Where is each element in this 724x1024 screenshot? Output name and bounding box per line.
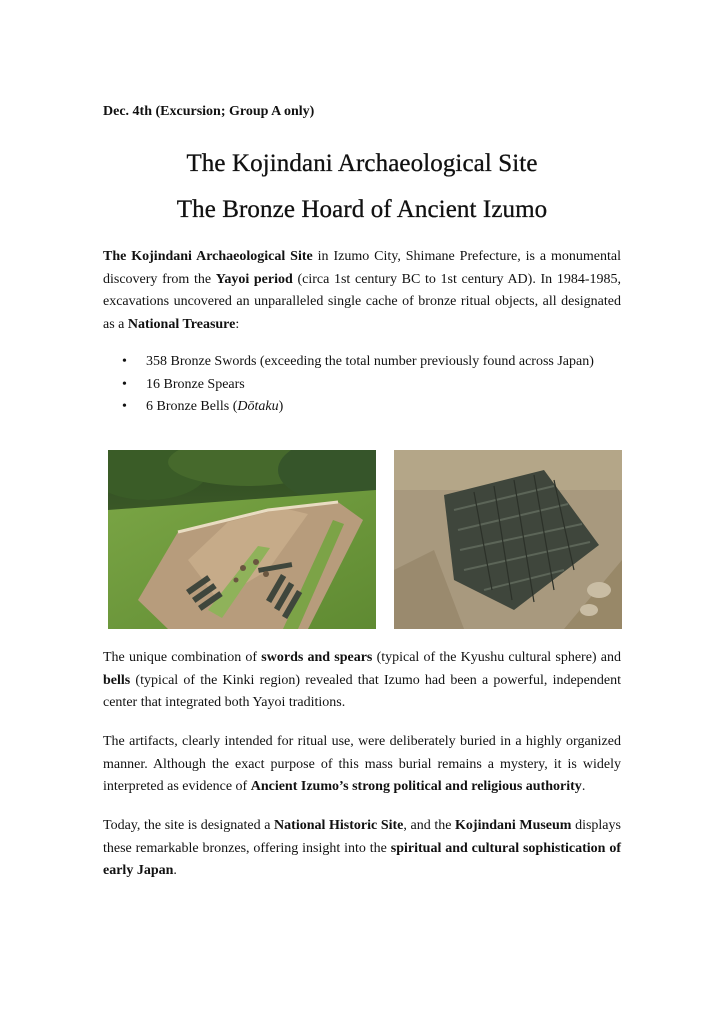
page-title: The Kojindani Archaeological Site <box>186 150 538 177</box>
para4-text-3: displays these remarkable bronzes, offering insight into the <box>103 818 621 856</box>
intro-paragraph <box>103 246 621 336</box>
artifact-bells-close: ) <box>278 399 284 414</box>
artifact-swords: 358 Bronze Swords (exceeding the total number previously found across Japan) <box>146 354 594 369</box>
period-name: Yayoi period <box>215 271 293 287</box>
excavation-site-photo <box>108 450 376 629</box>
list-item <box>103 396 594 419</box>
bronze-swords-photo <box>394 450 622 629</box>
burial-paragraph <box>103 731 621 799</box>
museum-paragraph <box>103 815 621 883</box>
page-subtitle: The Bronze Hoard of Ancient Izumo <box>176 196 548 223</box>
dateline: Dec. 4th (Excursion; Group A only) <box>103 104 315 119</box>
historic-site-term: National Historic Site <box>274 818 404 833</box>
artifact-spears: 16 Bronze Spears <box>146 376 245 392</box>
combination-paragraph <box>103 647 621 715</box>
intro-text-3: : <box>235 316 240 332</box>
artifact-list <box>103 351 594 419</box>
para3-text-1: The artifacts, clearly intended for ritual use, were deliberately buried in a highly organized manner. Although the exact purpose of this mass burial remains a mystery, it is widely interpreted as evidence of <box>103 734 621 794</box>
treasure-label: National Treasure <box>127 316 236 332</box>
para2-text-2: (typical of the Kyushu cultural sphere) and <box>372 650 621 665</box>
swords-spears-term: swords and spears <box>261 650 373 665</box>
para4-text-4: . <box>173 863 177 878</box>
authority-term: Ancient Izumo’s strong political and religious authority <box>250 779 582 794</box>
intro-text-2: (circa 1st century BC to 1st century AD). In 1984-1985, excavations uncovered an unparalleled single cache of bronze ritual objects, all designated as a <box>103 271 621 332</box>
list-item <box>103 351 594 374</box>
para3-text-2: . <box>581 779 586 794</box>
list-item <box>103 374 594 397</box>
intro-text-1: in Izumo City, Shimane Prefecture, is a monumental discovery from the <box>103 249 621 287</box>
artifact-bells-term: Dōtaku <box>237 399 279 414</box>
museum-name: Kojindani Museum <box>455 818 572 833</box>
para2-text-3: (typical of the Kinki region) revealed that Izumo had been a powerful, independent center that integrated both Yayoi traditions. <box>103 672 621 710</box>
artifact-bells: 6 Bronze Bells ( <box>146 399 238 414</box>
para4-text-1: Today, the site is designated a <box>103 818 275 833</box>
sophistication-term: spiritual and cultural sophistication of early Japan <box>103 840 621 878</box>
para4-text-2: , and the <box>403 818 456 833</box>
para2-text-1: The unique combination of <box>103 650 262 665</box>
site-name: The Kojindani Archaeological Site <box>103 249 313 264</box>
bells-term: bells <box>103 672 131 688</box>
